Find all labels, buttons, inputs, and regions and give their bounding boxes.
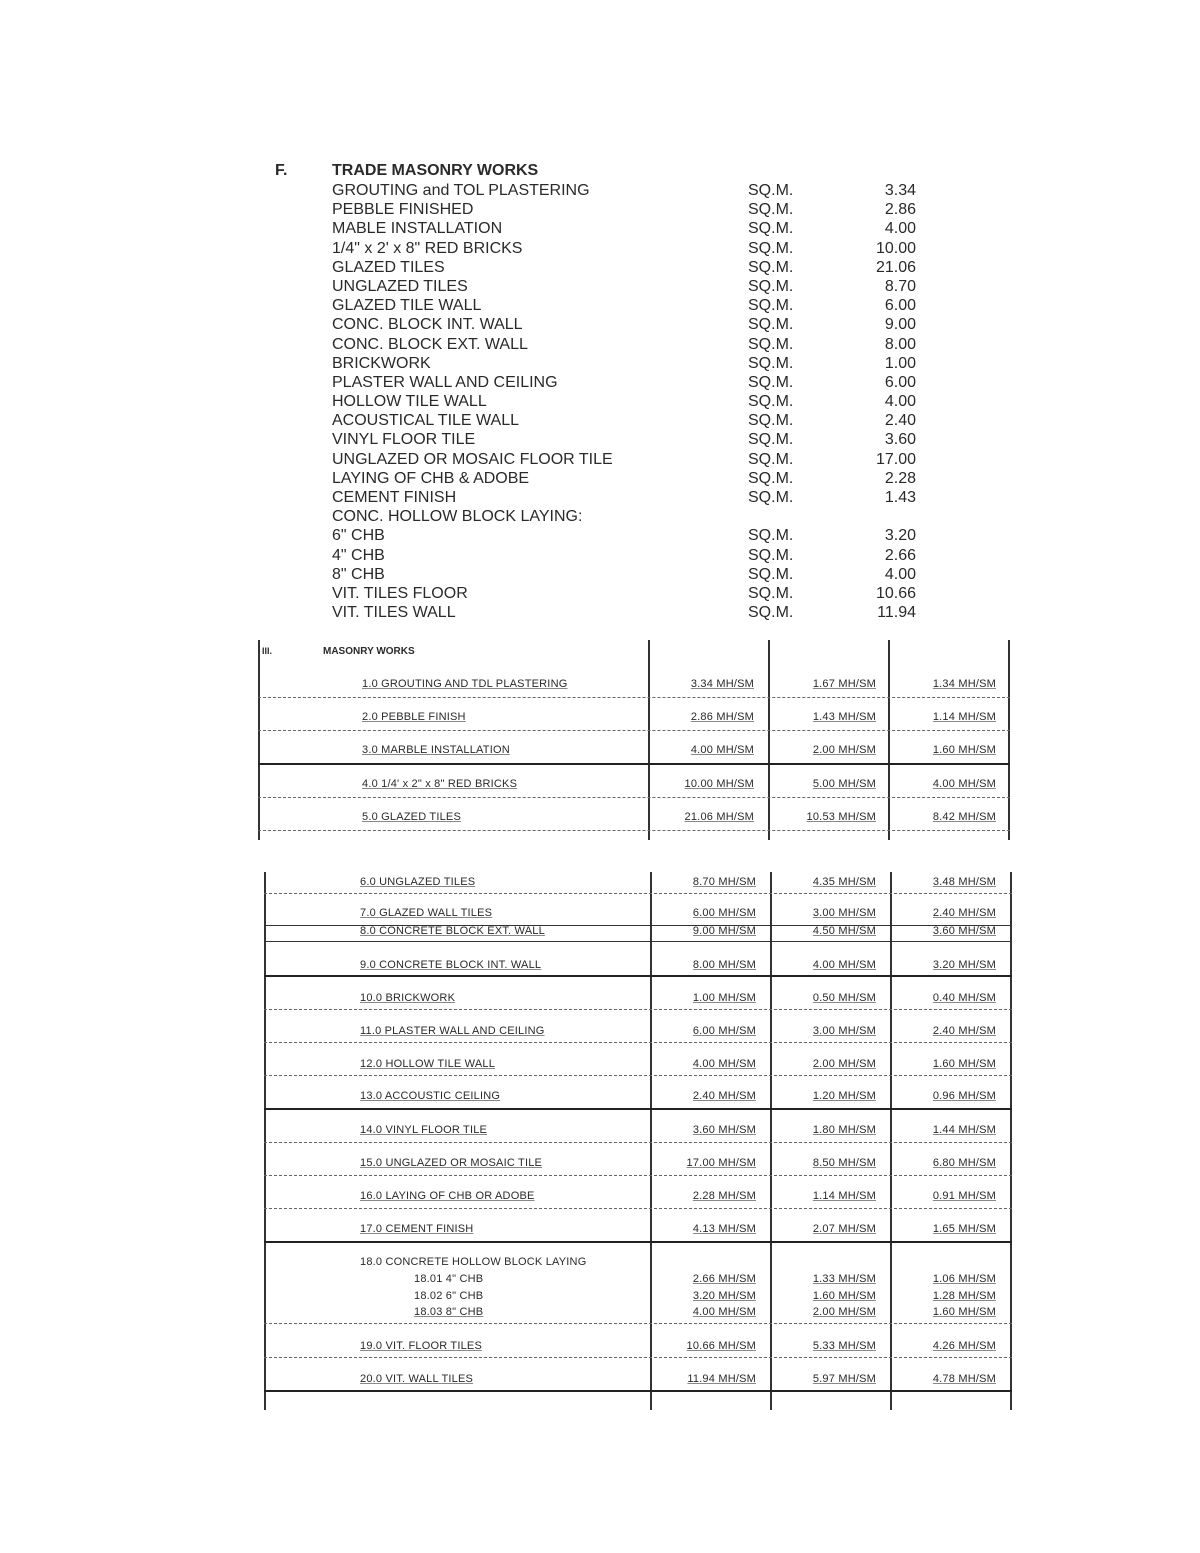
table-cell: 4.00 MH/SM bbox=[692, 1058, 756, 1070]
item-quantity: 4.00 bbox=[884, 565, 916, 583]
item-description: 6" CHB bbox=[332, 527, 385, 545]
table-cell: 1.06 MH/SM bbox=[932, 1273, 996, 1285]
list-item bbox=[0, 430, 1200, 449]
table-border bbox=[264, 872, 266, 1410]
row-separator bbox=[264, 1142, 1012, 1143]
table-border bbox=[648, 640, 650, 840]
table-cell: 9.00 MH/SM bbox=[692, 925, 756, 937]
list-item bbox=[0, 584, 1200, 603]
table-cell: 1.14 MH/SM bbox=[812, 1190, 876, 1202]
table-cell: 10.0 BRICKWORK bbox=[360, 992, 456, 1004]
table-cell: 4.26 MH/SM bbox=[932, 1340, 996, 1352]
row-separator bbox=[258, 797, 1010, 798]
item-description: PEBBLE FINISHED bbox=[332, 201, 474, 219]
item-quantity: 3.34 bbox=[884, 182, 916, 199]
item-quantity: 4.00 bbox=[884, 393, 916, 411]
item-quantity: 1.00 bbox=[884, 354, 916, 372]
list-item bbox=[0, 373, 1200, 392]
table-cell: 11.94 MH/SM bbox=[687, 1373, 756, 1385]
item-description: BRICKWORK bbox=[332, 354, 431, 372]
list-item bbox=[0, 546, 1200, 565]
table-cell: 2.00 MH/SM bbox=[812, 1306, 876, 1318]
table-cell: 4.35 MH/SM bbox=[812, 876, 876, 888]
table-cell: 6.80 MH/SM bbox=[932, 1157, 996, 1169]
table-cell: 17.0 CEMENT FINISH bbox=[360, 1223, 474, 1235]
table-cell: 4.0 1/4' x 2" x 8" RED BRICKS bbox=[362, 778, 518, 790]
table-cell: 7.0 GLAZED WALL TILES bbox=[360, 907, 493, 919]
table-cell: 1.33 MH/SM bbox=[812, 1273, 876, 1285]
list-item bbox=[0, 277, 1200, 296]
list-item bbox=[0, 488, 1200, 507]
section-title: TRADE MASONRY WORKS bbox=[332, 162, 539, 179]
table-cell: 1.60 MH/SM bbox=[812, 1290, 876, 1302]
list-item bbox=[0, 181, 1200, 200]
row-separator bbox=[264, 1075, 1012, 1076]
table-cell: 2.07 MH/SM bbox=[812, 1223, 876, 1235]
table-cell: 0.96 MH/SM bbox=[932, 1090, 996, 1102]
table-cell: 6.00 MH/SM bbox=[692, 907, 756, 919]
table-cell: 18.0 CONCRETE HOLLOW BLOCK LAYING bbox=[360, 1256, 587, 1268]
item-quantity: 9.00 bbox=[884, 316, 916, 334]
table-cell: 1.34 MH/SM bbox=[932, 678, 996, 690]
item-unit: SQ.M. bbox=[748, 220, 794, 238]
item-unit: SQ.M. bbox=[748, 316, 794, 334]
item-description: VIT. TILES WALL bbox=[332, 604, 456, 622]
item-unit: SQ.M. bbox=[748, 393, 794, 411]
item-description: 4" CHB bbox=[332, 546, 385, 564]
item-description: PLASTER WALL AND CEILING bbox=[332, 373, 558, 391]
table-cell: 10.66 MH/SM bbox=[686, 1340, 756, 1352]
item-unit: SQ.M. bbox=[748, 354, 794, 372]
table-cell: 14.0 VINYL FLOOR TILE bbox=[360, 1124, 488, 1136]
item-description: CONC. HOLLOW BLOCK LAYING: bbox=[332, 508, 583, 526]
item-quantity: 1.43 bbox=[884, 489, 916, 506]
list-item bbox=[0, 219, 1200, 238]
table-cell: 17.00 MH/SM bbox=[686, 1157, 756, 1169]
table-cell: 2.28 MH/SM bbox=[692, 1190, 756, 1202]
item-unit: SQ.M. bbox=[748, 469, 794, 487]
table-cell: 8.00 MH/SM bbox=[692, 959, 756, 971]
table-cell: 4.00 MH/SM bbox=[812, 959, 876, 971]
item-description: VINYL FLOOR TILE bbox=[332, 431, 476, 449]
table-cell: 19.0 VIT. FLOOR TILES bbox=[360, 1340, 482, 1352]
table-border bbox=[258, 640, 260, 840]
list-item bbox=[0, 507, 1200, 526]
table-cell: 2.00 MH/SM bbox=[812, 1058, 876, 1070]
table-cell: 8.50 MH/SM bbox=[812, 1157, 876, 1169]
list-item bbox=[0, 392, 1200, 411]
item-description: CONC. BLOCK INT. WALL bbox=[332, 316, 523, 334]
item-unit: SQ.M. bbox=[748, 277, 794, 295]
row-separator bbox=[264, 1323, 1012, 1324]
table-cell: 11.0 PLASTER WALL AND CEILING bbox=[360, 1025, 545, 1037]
section-title-masonry: MASONRY WORKS bbox=[323, 646, 415, 657]
table-cell: 10.53 MH/SM bbox=[806, 811, 876, 823]
table-cell: 9.0 CONCRETE BLOCK INT. WALL bbox=[360, 959, 542, 971]
table-cell: 3.48 MH/SM bbox=[932, 876, 996, 888]
table-cell: 10.00 MH/SM bbox=[684, 778, 754, 790]
item-unit: SQ.M. bbox=[748, 258, 794, 276]
row-separator bbox=[258, 830, 1010, 831]
table-cell: 2.00 MH/SM bbox=[812, 744, 876, 756]
table-cell: 0.50 MH/SM bbox=[812, 992, 876, 1004]
table-border bbox=[1010, 872, 1012, 1410]
list-item bbox=[0, 258, 1200, 277]
row-separator bbox=[258, 763, 1010, 765]
table-cell: 2.40 MH/SM bbox=[932, 907, 996, 919]
table-cell: 18.02 6" CHB bbox=[414, 1290, 484, 1302]
item-quantity: 17.00 bbox=[875, 450, 916, 468]
table-cell: 2.40 MH/SM bbox=[692, 1090, 756, 1102]
item-unit: SQ.M. bbox=[748, 546, 794, 564]
list-item bbox=[0, 296, 1200, 315]
row-separator bbox=[258, 730, 1010, 731]
item-description: UNGLAZED TILES bbox=[332, 277, 468, 295]
table-cell: 8.0 CONCRETE BLOCK EXT. WALL bbox=[360, 925, 545, 937]
table-cell: 5.0 GLAZED TILES bbox=[362, 811, 461, 823]
table-cell: 0.40 MH/SM bbox=[932, 992, 996, 1004]
item-unit: SQ.M. bbox=[748, 239, 794, 257]
item-quantity: 3.20 bbox=[884, 527, 916, 545]
table-cell: 18.01 4" CHB bbox=[414, 1273, 484, 1285]
list-item bbox=[0, 469, 1200, 488]
table-cell: 6.0 UNGLAZED TILES bbox=[360, 876, 476, 888]
table-border bbox=[770, 872, 772, 1410]
table-cell: 13.0 ACCOUSTIC CEILING bbox=[360, 1090, 501, 1102]
table-cell: 18.03 8" CHB bbox=[414, 1306, 484, 1318]
item-unit: SQ.M. bbox=[748, 201, 794, 219]
table-cell: 3.0 MARBLE INSTALLATION bbox=[362, 744, 510, 756]
item-quantity: 6.00 bbox=[884, 297, 916, 315]
row-separator bbox=[264, 1208, 1012, 1209]
item-description: CEMENT FINISH bbox=[332, 489, 457, 506]
item-description: CONC. BLOCK EXT. WALL bbox=[332, 335, 528, 353]
item-description: MABLE INSTALLATION bbox=[332, 220, 503, 238]
row-separator bbox=[264, 1108, 1012, 1110]
row-separator bbox=[264, 941, 1012, 942]
table-cell: 1.67 MH/SM bbox=[812, 678, 876, 690]
table-cell: 3.60 MH/SM bbox=[932, 925, 996, 937]
item-unit: SQ.M. bbox=[748, 431, 794, 449]
list-item bbox=[0, 200, 1200, 219]
list-item bbox=[0, 335, 1200, 354]
item-unit: SQ.M. bbox=[748, 584, 794, 602]
table-cell: 20.0 VIT. WALL TILES bbox=[360, 1373, 474, 1385]
item-description: ACOUSTICAL TILE WALL bbox=[332, 412, 520, 430]
table-border bbox=[888, 640, 890, 840]
table-cell: 1.00 MH/SM bbox=[692, 992, 756, 1004]
item-description: VIT. TILES FLOOR bbox=[332, 584, 468, 602]
table-cell: 0.91 MH/SM bbox=[932, 1190, 996, 1202]
table-cell: 2.0 PEBBLE FINISH bbox=[362, 711, 466, 723]
row-separator bbox=[264, 1390, 1012, 1392]
list-item bbox=[0, 603, 1200, 622]
row-separator bbox=[264, 893, 1012, 894]
table-cell: 1.43 MH/SM bbox=[812, 711, 876, 723]
item-quantity: 2.28 bbox=[884, 469, 916, 487]
item-quantity: 2.66 bbox=[884, 546, 916, 564]
row-separator bbox=[264, 1357, 1012, 1358]
item-quantity: 8.00 bbox=[884, 335, 916, 353]
table-cell: 1.0 GROUTING AND TDL PLASTERING bbox=[362, 678, 568, 690]
list-item bbox=[0, 526, 1200, 545]
table-cell: 3.20 MH/SM bbox=[932, 959, 996, 971]
table-cell: 2.66 MH/SM bbox=[692, 1273, 756, 1285]
item-unit: SQ.M. bbox=[748, 565, 794, 583]
table-cell: 4.13 MH/SM bbox=[692, 1223, 756, 1235]
table-cell: 3.00 MH/SM bbox=[812, 1025, 876, 1037]
table-cell: 6.00 MH/SM bbox=[692, 1025, 756, 1037]
table-border bbox=[890, 872, 892, 1410]
row-separator bbox=[258, 697, 1010, 698]
item-unit: SQ.M. bbox=[748, 450, 794, 468]
table-border bbox=[1008, 640, 1010, 840]
table-cell: 4.00 MH/SM bbox=[932, 778, 996, 790]
table-cell: 1.80 MH/SM bbox=[812, 1124, 876, 1136]
list-item bbox=[0, 354, 1200, 373]
table-cell: 4.50 MH/SM bbox=[812, 925, 876, 937]
table-cell: 5.97 MH/SM bbox=[812, 1373, 876, 1385]
list-item bbox=[0, 315, 1200, 334]
table-cell: 12.0 HOLLOW TILE WALL bbox=[360, 1058, 496, 1070]
table-cell: 4.00 MH/SM bbox=[692, 1306, 756, 1318]
table-cell: 1.20 MH/SM bbox=[812, 1090, 876, 1102]
table-cell: 15.0 UNGLAZED OR MOSAIC TILE bbox=[360, 1157, 543, 1169]
table-cell: 8.42 MH/SM bbox=[932, 811, 996, 823]
row-separator bbox=[264, 975, 1012, 977]
item-unit: SQ.M. bbox=[748, 412, 794, 430]
item-description: UNGLAZED OR MOSAIC FLOOR TILE bbox=[332, 450, 613, 468]
table-cell: 3.00 MH/SM bbox=[812, 907, 876, 919]
table-cell: 1.65 MH/SM bbox=[932, 1223, 996, 1235]
item-unit: SQ.M. bbox=[748, 373, 794, 391]
table-cell: 3.34 MH/SM bbox=[690, 678, 754, 690]
item-quantity: 4.00 bbox=[884, 220, 916, 238]
item-quantity: 2.86 bbox=[884, 201, 916, 219]
table-cell: 2.86 MH/SM bbox=[690, 711, 754, 723]
section-letter: F. bbox=[275, 162, 288, 179]
item-quantity: 2.40 bbox=[884, 412, 916, 430]
table-cell: 5.00 MH/SM bbox=[812, 778, 876, 790]
list-item bbox=[0, 239, 1200, 258]
row-separator bbox=[264, 1009, 1012, 1010]
table-cell: 1.60 MH/SM bbox=[932, 1306, 996, 1318]
table-cell: 1.44 MH/SM bbox=[932, 1124, 996, 1136]
table-cell: 1.28 MH/SM bbox=[932, 1290, 996, 1302]
item-quantity: 8.70 bbox=[884, 277, 916, 295]
item-unit: SQ.M. bbox=[748, 489, 794, 506]
table-cell: 1.14 MH/SM bbox=[932, 711, 996, 723]
item-quantity: 21.06 bbox=[875, 258, 916, 276]
table-cell: 3.60 MH/SM bbox=[692, 1124, 756, 1136]
item-quantity: 6.00 bbox=[884, 373, 916, 391]
table-cell: 2.40 MH/SM bbox=[932, 1025, 996, 1037]
table-cell: 4.78 MH/SM bbox=[932, 1373, 996, 1385]
item-unit: SQ.M. bbox=[748, 604, 794, 622]
row-separator bbox=[264, 1241, 1012, 1243]
row-separator bbox=[264, 1042, 1012, 1043]
item-description: HOLLOW TILE WALL bbox=[332, 393, 487, 411]
item-description: GLAZED TILE WALL bbox=[332, 297, 482, 315]
item-quantity: 10.00 bbox=[875, 239, 916, 257]
item-description: LAYING OF CHB & ADOBE bbox=[332, 469, 530, 487]
item-description: 1/4" x 2' x 8" RED BRICKS bbox=[332, 239, 523, 257]
list-item bbox=[0, 450, 1200, 469]
row-separator bbox=[264, 1175, 1012, 1176]
table-cell: 16.0 LAYING OF CHB OR ADOBE bbox=[360, 1190, 535, 1202]
item-quantity: 3.60 bbox=[884, 431, 916, 449]
item-description: 8" CHB bbox=[332, 565, 385, 583]
item-description: GLAZED TILES bbox=[332, 258, 445, 276]
table-cell: 1.60 MH/SM bbox=[932, 744, 996, 756]
item-unit: SQ.M. bbox=[748, 182, 794, 199]
trade-masonry-list bbox=[0, 181, 1200, 622]
table-cell: 21.06 MH/SM bbox=[684, 811, 754, 823]
item-description: GROUTING and TOL PLASTERING bbox=[332, 182, 590, 199]
list-item bbox=[0, 565, 1200, 584]
table-border bbox=[768, 640, 770, 840]
section-number: III. bbox=[262, 646, 273, 656]
table-cell: 4.00 MH/SM bbox=[690, 744, 754, 756]
item-quantity: 11.94 bbox=[877, 604, 916, 622]
table-cell: 3.20 MH/SM bbox=[692, 1290, 756, 1302]
item-quantity: 10.66 bbox=[875, 584, 916, 602]
table-border bbox=[650, 872, 652, 1410]
table-cell: 8.70 MH/SM bbox=[692, 876, 756, 888]
item-unit: SQ.M. bbox=[748, 335, 794, 353]
item-unit: SQ.M. bbox=[748, 527, 794, 545]
table-cell: 1.60 MH/SM bbox=[932, 1058, 996, 1070]
item-unit: SQ.M. bbox=[748, 297, 794, 315]
table-cell: 5.33 MH/SM bbox=[812, 1340, 876, 1352]
list-item bbox=[0, 411, 1200, 430]
